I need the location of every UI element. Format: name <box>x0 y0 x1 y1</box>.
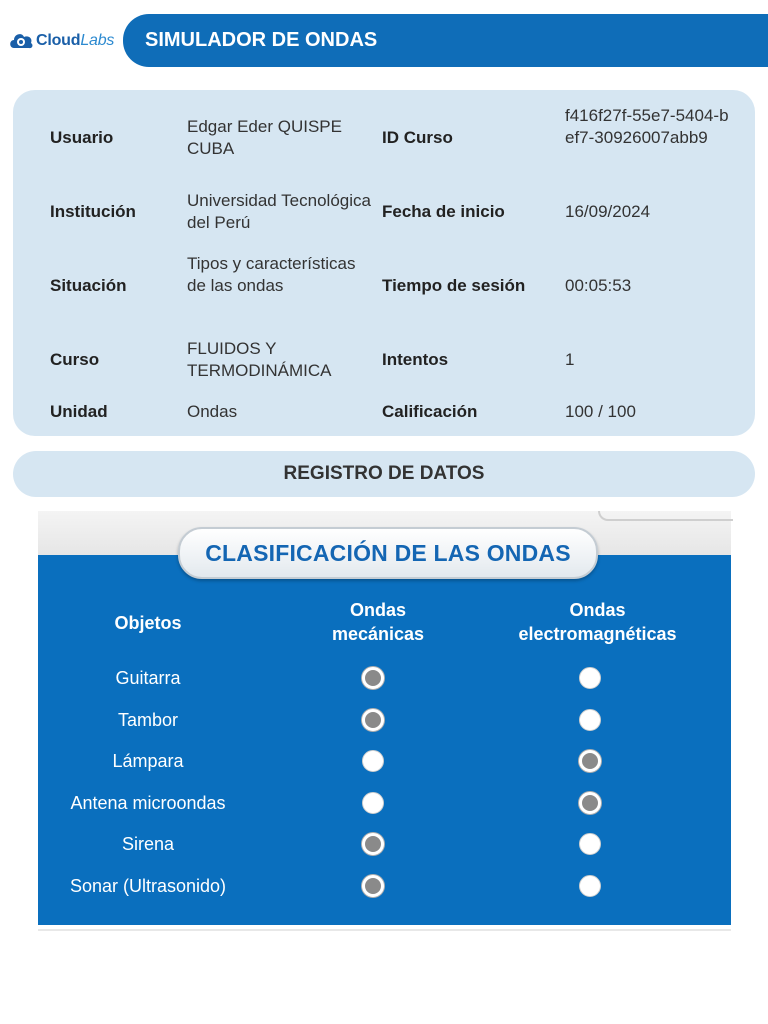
object-label: Tambor <box>117 709 179 730</box>
column-header-electromagneticas: Ondas electromagnéticas <box>518 600 677 644</box>
id-curso-value: f416f27f-55e7-5404-bef7-30926007abb9 <box>565 106 729 147</box>
radio-mecanicas[interactable] <box>362 792 384 814</box>
logo-brand: Cloud <box>36 32 81 49</box>
session-info-card <box>13 90 755 436</box>
tiempo-value: 00:05:53 <box>565 276 632 295</box>
radio-mecanicas[interactable] <box>362 709 384 731</box>
column-header-objetos: Objetos <box>114 613 182 633</box>
institucion-value: Universidad Tecnológica del Perú <box>187 191 371 232</box>
situacion-value: Tipos y características de las ondas <box>187 254 356 295</box>
object-label: Guitarra <box>115 668 181 688</box>
simulator-top-tab <box>598 511 733 521</box>
object-label: Lámpara <box>112 751 184 772</box>
logo-suffix: Labs <box>80 32 115 49</box>
simulator-bottom-divider <box>38 929 731 931</box>
intentos-value: 1 <box>565 350 575 369</box>
simulator-title-banner <box>178 527 598 579</box>
cloud-logo-icon <box>8 30 34 52</box>
calificacion-label: Calificación <box>382 402 478 421</box>
radio-electromagneticas[interactable] <box>579 792 601 814</box>
column-header-mecanicas: Ondas mecánicas <box>331 600 425 644</box>
id-curso-label: ID Curso <box>382 128 453 147</box>
radio-electromagneticas[interactable] <box>579 709 601 731</box>
tiempo-label: Tiempo de sesión <box>382 276 526 295</box>
intentos-label: Intentos <box>382 350 449 369</box>
institucion-label: Institución <box>50 202 136 221</box>
curso-value: FLUIDOS Y TERMODINÁMICA <box>187 339 332 380</box>
fecha-value: 16/09/2024 <box>565 202 651 221</box>
page-title: SIMULADOR DE ONDAS <box>145 29 378 51</box>
registro-section-header <box>13 451 755 497</box>
object-label: Sirena <box>121 834 175 855</box>
unidad-label: Unidad <box>50 402 108 421</box>
calificacion-value: 100 / 100 <box>565 402 636 421</box>
usuario-label: Usuario <box>50 128 114 147</box>
title-bar <box>123 14 768 67</box>
situacion-label: Situación <box>50 276 127 295</box>
registro-title: REGISTRO DE DATOS <box>283 463 485 484</box>
unidad-value: Ondas <box>187 402 238 421</box>
cloudlabs-logo <box>8 26 114 56</box>
object-label: Sonar (Ultrasonido) <box>69 876 227 896</box>
radio-mecanicas[interactable] <box>362 875 384 897</box>
radio-electromagneticas[interactable] <box>579 875 601 897</box>
radio-electromagneticas[interactable] <box>579 667 601 689</box>
usuario-value: Edgar Eder QUISPE CUBA <box>187 117 342 158</box>
radio-mecanicas[interactable] <box>362 667 384 689</box>
curso-label: Curso <box>50 350 100 369</box>
simulator-title: CLASIFICACIÓN DE LAS ONDAS <box>205 539 571 566</box>
object-label: Antena microondas <box>70 792 226 813</box>
fecha-label: Fecha de inicio <box>382 202 505 221</box>
